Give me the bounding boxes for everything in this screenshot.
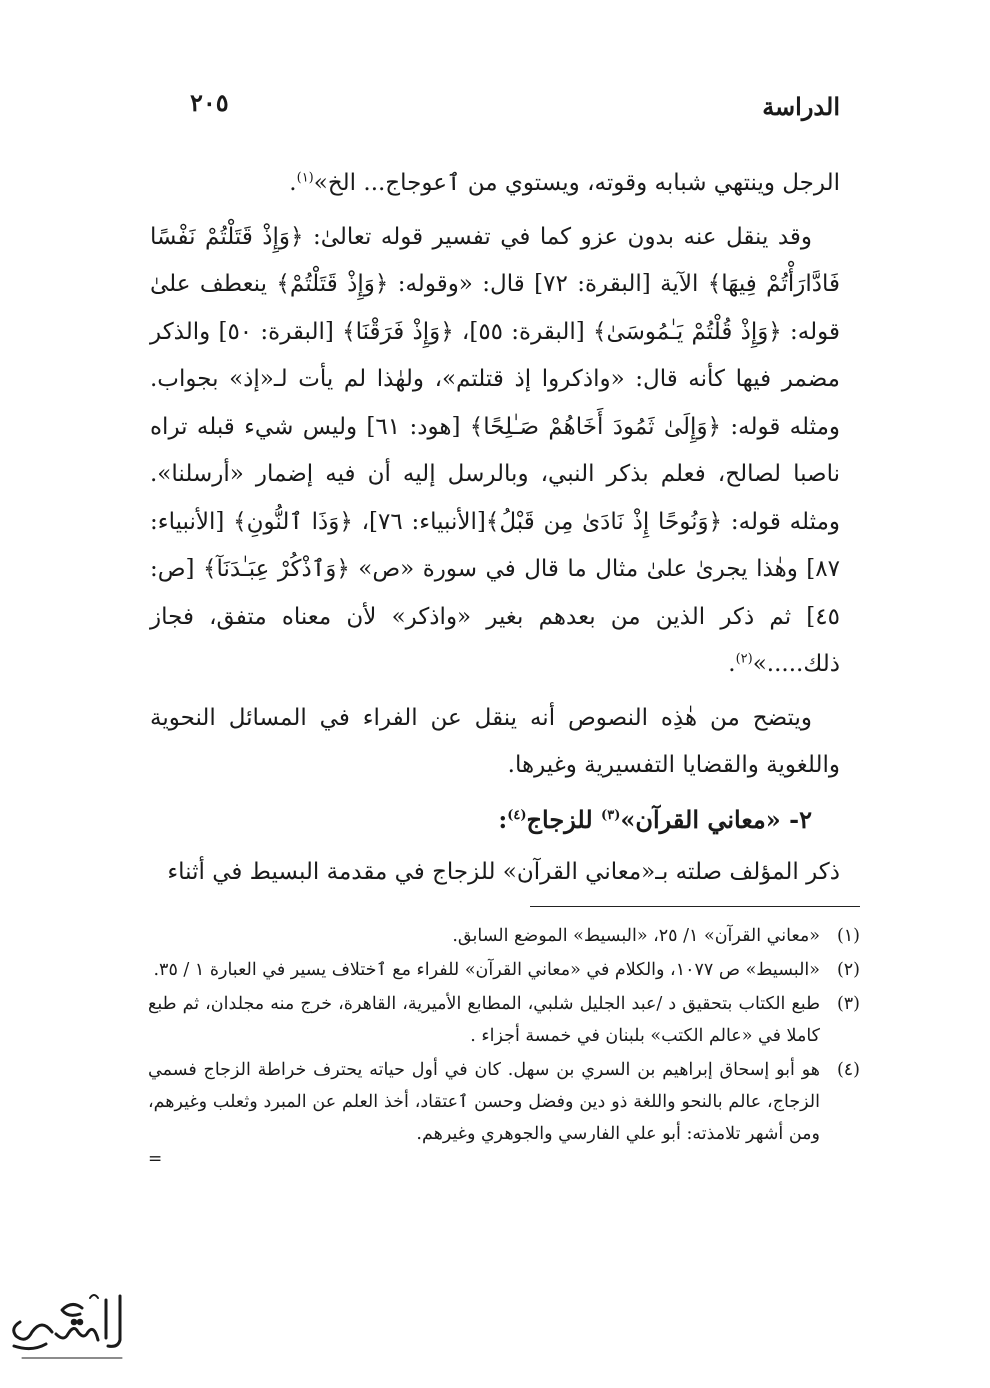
paragraph-1-text: الرجل وينتهي شبابه وقوته، ويستوي من ٱعوجاج... الخ»	[313, 170, 840, 196]
section-heading-colon: :	[498, 804, 508, 834]
paragraph-3: ويتضح من هٰذِه النصوص أنه ينقل عن الفراء في المسائل النحوية واللغوية والقضايا التفسيرية وغيرها.	[150, 704, 840, 778]
footnote-ref-4: (٤)	[507, 807, 527, 823]
footnote-ref-2: (٢)	[735, 651, 753, 667]
footnote-4	[148, 1054, 860, 1150]
watermark-logo	[2, 1288, 137, 1370]
section-heading	[150, 796, 840, 844]
paragraph-1-end: .	[289, 170, 297, 196]
page-number: ٢٠٥	[190, 88, 229, 117]
section-heading-author: للزجاج	[526, 804, 602, 834]
running-title: الدراسة	[762, 92, 840, 121]
paragraph-2	[150, 214, 840, 689]
footnote-number: (٣)	[836, 994, 860, 1014]
footnote-2	[148, 954, 860, 986]
paragraph-4: ذكر المؤلف صلته بـ«معاني القرآن» للزجاج في مقدمة البسيط في أثناء	[167, 859, 840, 885]
footnote-text: هو أبو إسحاق إبراهيم بن السري بن سهل. كان في أول حياته يحترف خراطة الزجاج فسمي الزجاج، عالم بالنحو واللغة ذو دين وفضل وحسن ٱعتقاد، أخذ العلم عن المبرد وثعلب وغيرهم، ومن أشهر تلامذته: أبو علي الفارسي والجوهري وغيرهم.	[148, 1060, 820, 1144]
paragraph-2-end: .	[728, 651, 736, 677]
footnote-ref-3: (٣)	[601, 807, 621, 823]
paragraph-1	[150, 160, 840, 208]
footnotes	[148, 920, 860, 1169]
main-text	[150, 160, 840, 903]
section-heading-title: ٢- «معاني القرآن»	[620, 804, 812, 834]
footnote-divider	[530, 906, 860, 907]
page-header	[0, 88, 990, 132]
paragraph-2-text: وقد ينقل عنه بدون عزو كما في تفسير قوله تعالىٰ: ﴿وَإِذْ قَتَلْتُمْ نَفْسًا فَادَّارَأْتُمْ فِيهَا﴾ الآية [البقرة: ٧٢] قال: «وقوله: ﴿وَإِذْ قَتَلْتُمْ﴾ ينعطف علىٰ قوله: ﴿وَإِذْ قُلْتُمْ يَـٰمُوسَىٰ﴾ [البقرة: ٥٥]، ﴿وَإِذْ فَرَقْنَا﴾ [البقرة: ٥٠] والذكر مضمر فيها كأنه قال: «واذكروا إذ قتلتم»، ولهٰذا لم يأت لـ«إذ» بجواب. ومثله قوله: ﴿وَإِلَىٰ ثَمُودَ أَخَاهُمْ صَـٰلِحًا﴾ [هود: ٦١] وليس شيء قبله تراه ناصبا لصالح، فعلم بذكر النبي، وبالرسل إليه أن فيه إضمار «أرسلنا». ومثله قوله: ﴿وَنُوحًا إِذْ نَادَىٰ مِن قَبْلُ﴾[الأنبياء: ٧٦]، ﴿وَذَا ٱلنُّونِ﴾ [الأنبياء: ٨٧] وهٰذا يجرىٰ علىٰ مثال ما قال في سورة «ص» ﴿وَٱذْكُرْ عِبَـٰدَنَآ﴾ [ص: ٤٥] ثم ذكر الذين من بعدهم بغير «واذكر» لأن معناه متفق، فجاز ذلك.....»	[150, 223, 840, 677]
footnote-text: «معاني القرآن» ١/ ٢٥، «البسيط» الموضع السابق.	[452, 926, 820, 946]
footnote-1	[148, 920, 860, 952]
footnote-number: (١)	[836, 926, 860, 946]
continuation-mark: =	[148, 1149, 163, 1169]
footnote-text: طبع الكتاب بتحقيق د /عبد الجليل شلبي، المطابع الأميرية، القاهرة، خرج منه مجلدان، ثم طبع كاملا في «عالم الكتب» بلبنان في خمسة أجزاء .	[148, 994, 820, 1046]
footnote-ref-1: (١)	[296, 170, 314, 186]
footnote-number: (٢)	[836, 960, 860, 980]
footnote-3	[148, 988, 860, 1052]
footnote-number: (٤)	[836, 1060, 860, 1080]
footnote-text: «البسيط» ص ١٠٧٧، والكلام في «معاني القرآن» للفراء مع ٱختلاف يسير في العبارة ١ / ٣٥.	[153, 960, 820, 980]
calligraphy-logo-icon	[2, 1288, 137, 1370]
